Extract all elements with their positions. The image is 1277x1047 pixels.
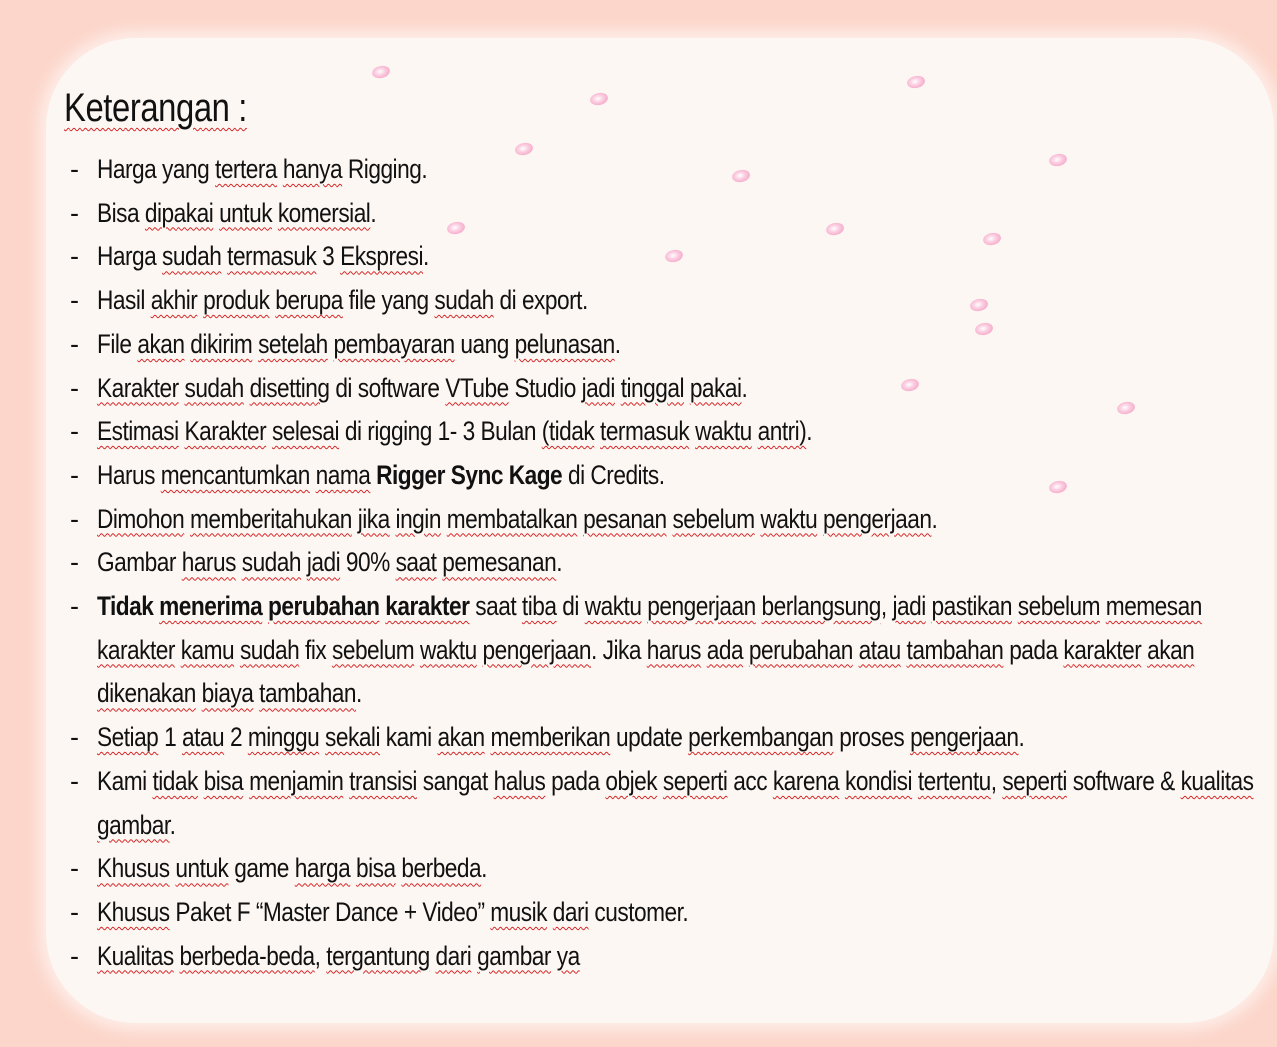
list-item-text: Kami tidak bisa menjamin transisi sangat halus pada objek seperti acc karena kondisi tertentu, seperti software & kualitas gambar. [97, 765, 1254, 840]
list-item-text: Dimohon memberitahukan jika ingin membatalkan pesanan sebelum waktu pengerjaan. [97, 503, 938, 534]
list-item: - Khusus Paket F “Master Dance + Video” musik dari customer. [70, 891, 1255, 935]
list-item-text: Khusus Paket F “Master Dance + Video” musik dari customer. [97, 896, 689, 927]
list-item: - Estimasi Karakter selesai di rigging 1- 3 Bulan (tidak termasuk waktu antri). [70, 410, 1255, 454]
list-item: - Kualitas berbeda-beda, tergantung dari gambar ya [70, 935, 1255, 979]
list-item-text: Karakter sudah disetting di software VTube Studio jadi tinggal pakai. [97, 372, 748, 403]
list-item: - Harus mencantumkan nama Rigger Sync Kage di Credits. [70, 454, 1255, 498]
list-item-text: Tidak menerima perubahan karakter saat tiba di waktu pengerjaan berlangsung, jadi pastikan sebelum memesan karakter kamu sudah fix sebelum waktu pengerjaan. Jika harus ada perubahan atau tambahan pada karakter akan dikenakan biaya tambahan. [97, 591, 1202, 709]
list-item-text: Hasil akhir produk berupa file yang sudah di export. [97, 285, 588, 316]
list-item: - Karakter sudah disetting di software VTube Studio jadi tinggal pakai. [70, 367, 1255, 411]
list-item: - Setiap 1 atau 2 minggu sekali kami akan memberikan update perkembangan proses pengerjaan. [70, 716, 1255, 760]
list-item-text: Harga yang tertera hanya Rigging. [97, 154, 428, 184]
list-item-text: Gambar harus sudah jadi 90% saat pemesanan. [97, 547, 563, 578]
list-item: - Tidak menerima perubahan karakter saat tiba di waktu pengerjaan berlangsung, jadi pastikan sebelum memesan karakter kamu sudah fix sebelum waktu pengerjaan. Jika harus ada perubahan atau tambahan pada karakter akan dikenakan biaya tambahan. [70, 585, 1255, 716]
list-item-text: Kualitas berbeda-beda, tergantung dari gambar ya [97, 940, 580, 971]
list-item: - Harga sudah termasuk 3 Ekspresi. [70, 235, 1255, 279]
list-item: - File akan dikirim setelah pembayaran uang pelunasan. [70, 323, 1255, 367]
list-item: - Khusus untuk game harga bisa berbeda. [70, 847, 1255, 891]
list-item-text: Setiap 1 atau 2 minggu sekali kami akan memberikan update perkembangan proses pengerjaan. [97, 722, 1025, 753]
title-text: Keterangan : [64, 86, 247, 130]
page-title [64, 86, 247, 131]
list-item-text: Khusus untuk game harga bisa berbeda. [97, 853, 487, 884]
notes-list [70, 148, 1255, 978]
list-item: - Kami tidak bisa menjamin transisi sangat halus pada objek seperti acc karena kondisi tertentu, seperti software & kualitas gambar. [70, 760, 1255, 847]
list-item-text: File akan dikirim setelah pembayaran uang pelunasan. [97, 328, 621, 359]
list-item-text: Harus mencantumkan nama Rigger Sync Kage di Credits. [97, 459, 665, 490]
list-item: - Dimohon memberitahukan jika ingin membatalkan pesanan sebelum waktu pengerjaan. [70, 498, 1255, 542]
list-item: - Bisa dipakai untuk komersial. [70, 192, 1255, 236]
list-item-text: Estimasi Karakter selesai di rigging 1- 3 Bulan (tidak termasuk waktu antri). [97, 416, 813, 447]
list-item-text: Bisa dipakai untuk komersial. [97, 197, 377, 228]
list-item-text: Harga sudah termasuk 3 Ekspresi. [97, 241, 429, 272]
list-item: - Gambar harus sudah jadi 90% saat pemesanan. [70, 541, 1255, 585]
list-item: - Harga yang tertera hanya Rigging. [70, 148, 1255, 192]
list-item: - Hasil akhir produk berupa file yang sudah di export. [70, 279, 1255, 323]
